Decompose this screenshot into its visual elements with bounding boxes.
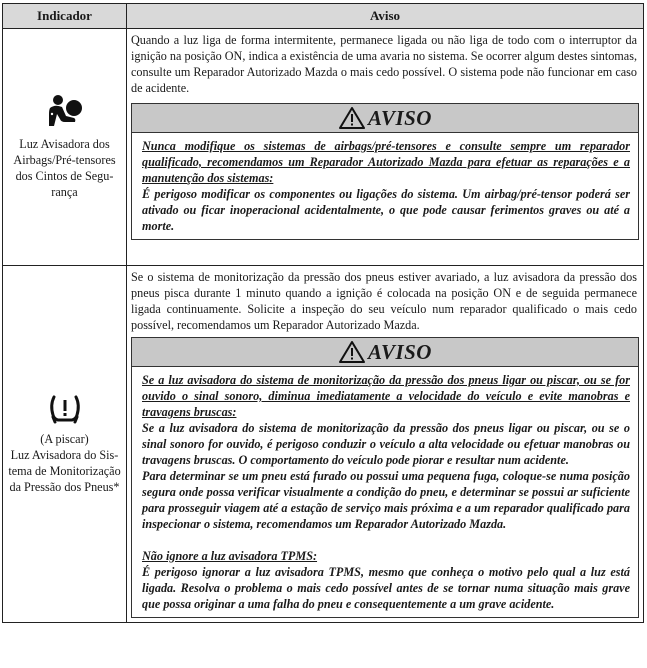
warning-triangle-icon [338,106,366,130]
airbag-warning-icon [45,94,85,130]
indicator-table [2,3,644,623]
warning-triangle-icon [338,340,366,364]
table-header-row [3,4,644,29]
warning-body [132,133,638,239]
header-aviso: Aviso [127,4,644,29]
warning-title: AVISO [368,340,432,364]
warning-text: Se a luz avisadora do sistema de monitorização da pressão dos pneus ligar ou piscar, ou se o sinal sonoro for ouvido, é perigoso conduzir o veículo a alta velocidade ou efetuar manobras ou travagens bruscas. O comportamento do veículo pode piorar e resultar num acidente. [142,421,630,467]
warning-title: AVISO [368,106,432,130]
tire-pressure-warning-icon [48,393,82,425]
indicator-label: Luz Avisadora dos Airbags/Pré-tensores dos Cintos de Segu- rança [13,137,116,199]
table-row [3,29,644,266]
warning-text: Para determinar se um pneu está furado ou possui uma pequena fuga, coloque-se numa posição segura onde possa verificar visualmente a condição do pneu, e determinar se possui ar suficiente para prosseguir viagem até a estação de serviço mais próxima e a um reparador qualificado para inspecionar o sistema, recomendamos um Reparador Autorizado Mazda. [142,469,630,531]
warning-header [132,104,638,133]
warning-heading: Se a luz avisadora do sistema de monitorização da pressão dos pneus ligar ou piscar, ou se for ouvido o sinal sonoro, diminua imediatamente a velocidade do veículo e evite manobras e travagens bruscas: [142,373,630,419]
warning-box [131,103,639,240]
intro-text: Quando a luz liga de forma intermitente, permanece ligada ou não liga de todo com o interruptor da ignição na posição ON, indica a existência de uma avaria no sistema. Se ocorrer algum destes sintomas, consulte um Reparador Autorizado Mazda o mais cedo possível. O sistema pode não funcionar em caso de acidente. [131,33,637,95]
aviso-cell [127,266,644,623]
warning-header [132,338,638,367]
intro-text: Se o sistema de monitorização da pressão dos pneus estiver avariado, a luz avisadora da pressão dos pneus pisca durante 1 minuto quando a ignição é colocada na posição ON e de seguida permanece ligada continuamente. Solicite a inspeção do seu veículo num reparador qualificado o mais cedo possível, recomendamos um Reparador Autorizado Mazda. [131,270,637,332]
warning-heading: Não ignore a luz avisadora TPMS: [142,549,318,563]
warning-text: É perigoso ignorar a luz avisadora TPMS, mesmo que conheça o motivo pelo qual a luz está ligada. Resolva o problema o mais cedo possível antes de se tornar numa situação mais grave que possa originar a uma falha do pneu e consequentemente a um grave acidente. [142,565,630,611]
warning-body [132,367,638,617]
aviso-cell [127,29,644,266]
warning-text: É perigoso modificar os componentes ou ligações do sistema. Um airbag/pré-tensor poderá ser ativado ou ficar inoperacional acidentalmente, o que pode causar ferimentos graves ou até a morte. [142,187,630,233]
indicator-cell [3,266,127,623]
warning-heading: Nunca modifique os sistemas de airbags/pré-tensores e consulte sempre um reparador qualificado, recomendamos um Reparador Autorizado Mazda para efetuar as reparações e a manutenção dos sistemas: [142,139,630,185]
table-row [3,266,644,623]
warning-box [131,337,639,618]
indicator-cell [3,29,127,266]
header-indicator: Indicador [3,4,127,29]
indicator-label: (A piscar) Luz Avisadora do Sis- tema de Monitorização da Pressão dos Pneus* [8,432,121,494]
